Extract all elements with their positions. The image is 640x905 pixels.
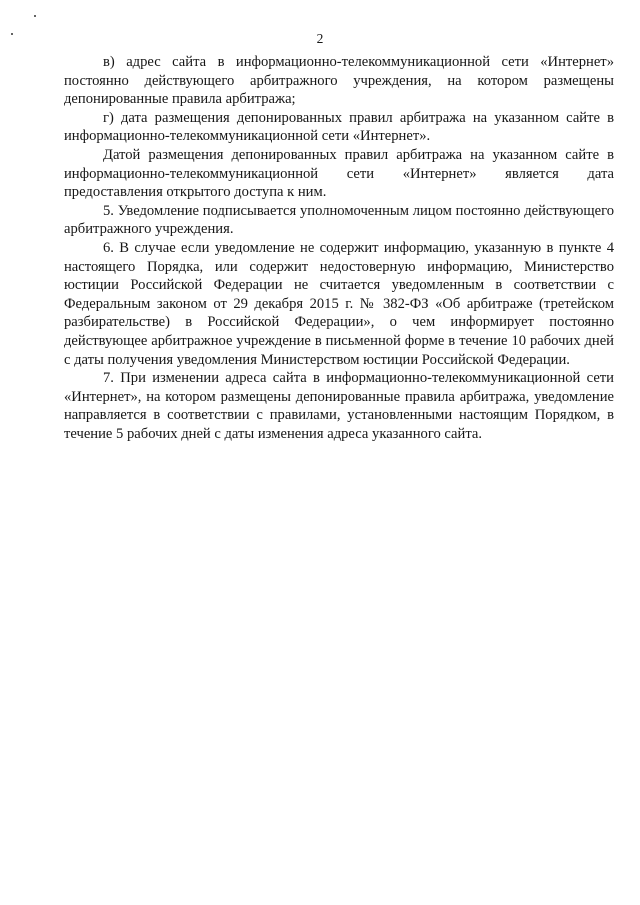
paragraph-clause-5: 5. Уведомление подписывается уполномоченным лицом постоянно действующего арбитражного учреждения. <box>64 202 614 238</box>
page-number: 2 <box>316 31 324 46</box>
paragraph-publication-date-definition: Датой размещения депонированных правил арбитража на указанном сайте в информационно-телекоммуникационной сети «Интернет» является дата предоставления открытого доступа к ним. <box>64 146 614 201</box>
paragraph-item-g-publication-date: г) дата размещения депонированных правил арбитража на указанном сайте в информационно-телекоммуникационной сети «Интернет». <box>64 109 614 145</box>
scan-speck <box>34 15 36 17</box>
paragraph-clause-7: 7. При изменении адреса сайта в информационно-телекоммуникационной сети «Интернет», на котором размещены депонированные правила арбитража, уведомление направляется в соответствии с правилами, установленными настоящим Порядком, в течение 5 рабочих дней с даты изменения адреса указанного сайта. <box>64 370 614 442</box>
paragraph-clause-6: 6. В случае если уведомление не содержит информацию, указанную в пункте 4 настоящего Порядка, или содержит недостоверную информацию, Министерство юстиции Российской Федерации не считается уведомленным в соответствии с Федеральным законом от 29 декабря 2015 г. № 382-ФЗ «Об арбитраже (третейском разбирательстве) в Российской Федерации», о чем информирует постоянно действующее арбитражное учреждение в письменной форме в течение 10 рабочих дней с даты получения уведомления Министерством юстиции Российской Федерации. <box>64 239 614 368</box>
paragraph-item-v-site-address: в) адрес сайта в информационно-телекоммуникационной сети «Интернет» постоянно действующего арбитражного учреждения, на котором размещены депонированные правила арбитража; <box>64 54 614 108</box>
document-body <box>64 53 614 443</box>
